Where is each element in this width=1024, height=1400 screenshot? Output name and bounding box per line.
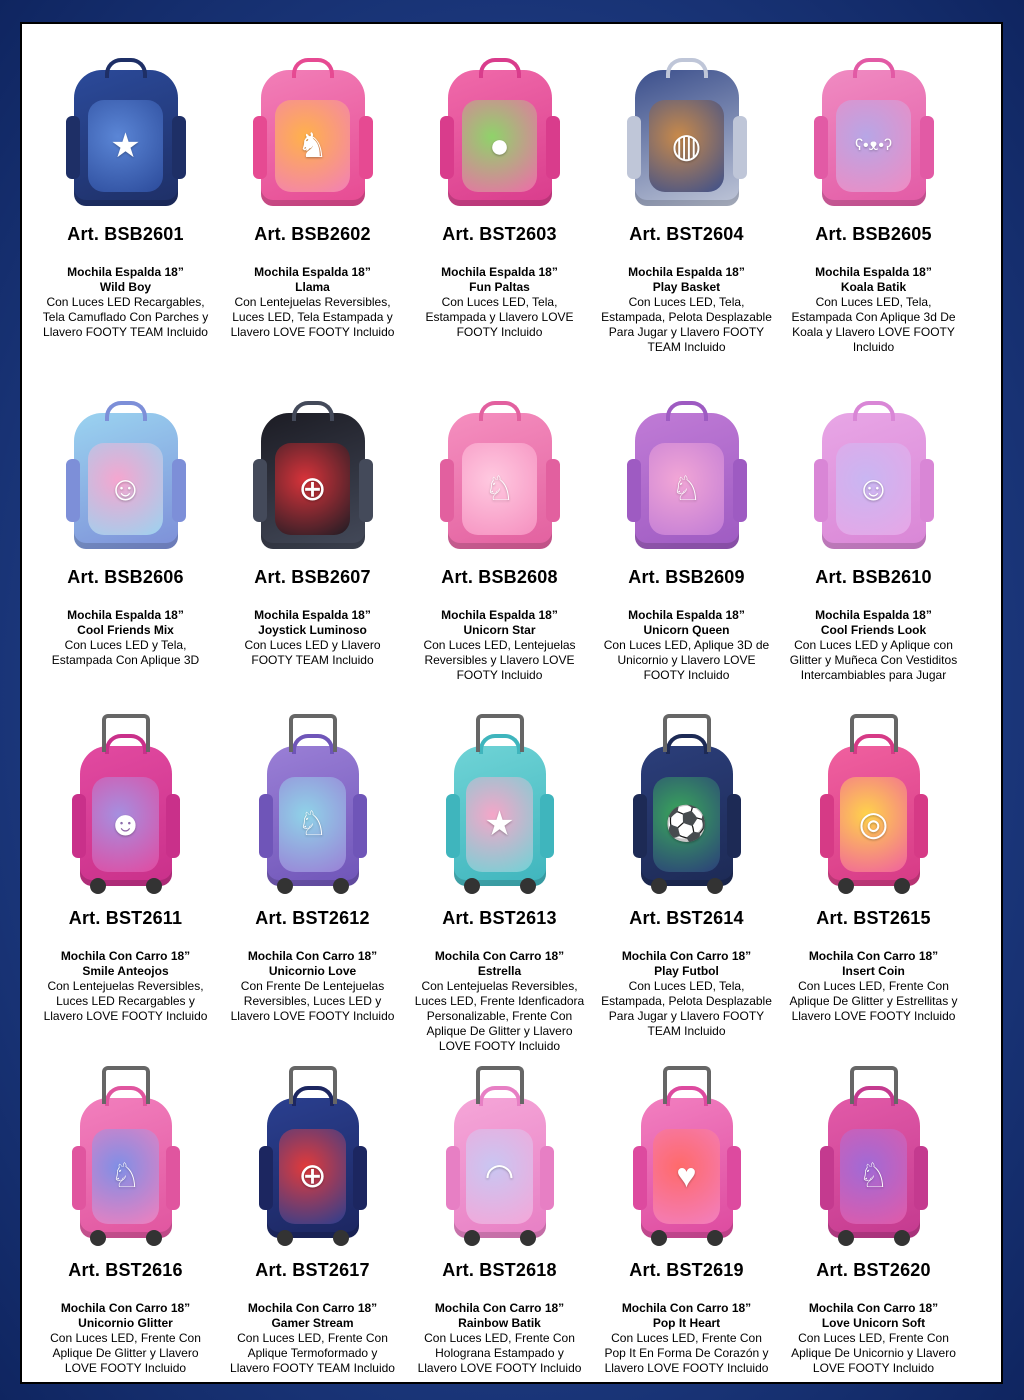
- wheel: [277, 1230, 293, 1246]
- side-pocket: [727, 1146, 741, 1210]
- side-pocket: [727, 794, 741, 858]
- product-type: Mochila Espalda 18”: [441, 265, 558, 279]
- product-description: [788, 265, 959, 355]
- product-name: Play Basket: [652, 280, 721, 294]
- side-pocket: [166, 794, 180, 858]
- article-code: Art. BSB2610: [815, 567, 932, 587]
- product-description: [601, 265, 772, 355]
- wheel: [651, 878, 667, 894]
- star-icon: ★: [466, 777, 532, 872]
- product-type: Mochila Con Carro 18”: [621, 949, 752, 963]
- trolley-handle: [850, 714, 898, 752]
- handle: [105, 401, 147, 421]
- wheel: [90, 1230, 106, 1246]
- product-image: [406, 708, 593, 894]
- trolley-handle: [476, 714, 524, 752]
- side-pocket: [446, 1146, 460, 1210]
- article-code: Art. BSB2608: [441, 567, 558, 587]
- product-name: Cool Friends Mix: [77, 623, 174, 637]
- article-code: Art. BST2617: [255, 1260, 370, 1280]
- product-image: [219, 32, 406, 210]
- wheel: [146, 878, 162, 894]
- product-name: Gamer Stream: [271, 1316, 354, 1330]
- product-description: [414, 608, 585, 683]
- product-card[interactable]: [593, 32, 780, 375]
- wheel: [333, 878, 349, 894]
- side-pocket: [72, 794, 86, 858]
- side-pocket: [914, 794, 928, 858]
- product-image: [219, 708, 406, 894]
- product-features: Con Luces LED, Frente Con Aplique De Glitter y Llavero LOVE FOOTY Incluido: [50, 1331, 201, 1375]
- product-image: [593, 375, 780, 553]
- backpack-illustration: [74, 413, 178, 549]
- product-description: [788, 949, 959, 1024]
- product-type: Mochila Espalda 18”: [254, 265, 371, 279]
- product-card[interactable]: [406, 708, 593, 1060]
- backpack-illustration: [261, 70, 365, 206]
- product-name: Wild Boy: [99, 280, 152, 294]
- article-code: Art. BST2618: [442, 1260, 557, 1280]
- article-code: Art. BST2604: [629, 224, 744, 244]
- product-description: [227, 1301, 398, 1376]
- wheel: [707, 878, 723, 894]
- product-name: Unicorn Star: [463, 623, 536, 637]
- article-code: Art. BSB2605: [815, 224, 932, 244]
- product-grid: [32, 32, 992, 1400]
- product-description: [788, 1301, 959, 1376]
- unicorn-icon: ♘: [92, 1129, 158, 1224]
- wheel: [894, 1230, 910, 1246]
- product-image: [406, 32, 593, 210]
- product-card[interactable]: [780, 32, 967, 375]
- backpack-illustration: [828, 1098, 920, 1238]
- side-pocket: [66, 116, 80, 179]
- product-image: [593, 1060, 780, 1246]
- product-card[interactable]: [780, 1060, 967, 1400]
- product-description: [40, 949, 211, 1024]
- product-card[interactable]: [32, 708, 219, 1060]
- wheel: [894, 878, 910, 894]
- backpack-illustration: [74, 70, 178, 206]
- side-pocket: [540, 794, 554, 858]
- side-pocket: [733, 459, 747, 522]
- article-code: Art. BST2611: [68, 908, 183, 928]
- article-code: Art. BST2615: [816, 908, 931, 928]
- product-image: [32, 375, 219, 553]
- avocado-icon: ●: [462, 100, 537, 193]
- side-pocket: [627, 459, 641, 522]
- backpack-illustration: [454, 1098, 546, 1238]
- product-description: [40, 265, 211, 340]
- basketball-icon: ◍: [649, 100, 724, 193]
- product-image: [780, 32, 967, 210]
- trolley-handle: [663, 1066, 711, 1104]
- product-features: Con Luces LED, Frente Con Aplique De Glitter y Estrellitas y Llavero LOVE FOOTY Incluido: [789, 979, 958, 1023]
- catalog-sheet: [20, 22, 1003, 1384]
- product-name: Cool Friends Look: [820, 623, 927, 637]
- backpack-illustration: [261, 413, 365, 549]
- product-features: Con Luces LED, Tela, Estampada, Pelota Desplazable Para Jugar y Llavero FOOTY TEAM Incluido: [601, 979, 772, 1038]
- doll-icon: ☺: [88, 443, 163, 536]
- product-name: Pop It Heart: [652, 1316, 721, 1330]
- coin-icon: ◎: [840, 777, 906, 872]
- wheel: [333, 1230, 349, 1246]
- backpack-illustration: [80, 1098, 172, 1238]
- article-code: Art. BST2612: [255, 908, 370, 928]
- product-type: Mochila Espalda 18”: [254, 608, 371, 622]
- handle: [853, 58, 895, 78]
- product-name: Play Futbol: [654, 964, 719, 978]
- side-pocket: [820, 1146, 834, 1210]
- side-pocket: [546, 116, 560, 179]
- side-pocket: [914, 1146, 928, 1210]
- handle: [479, 401, 521, 421]
- product-features: Con Luces LED, Frente Con Pop It En Forma De Corazón y Llavero LOVE FOOTY Incluido: [604, 1331, 769, 1375]
- product-name: Unicornio Love: [268, 964, 357, 978]
- product-type: Mochila Con Carro 18”: [60, 1301, 191, 1315]
- side-pocket: [166, 1146, 180, 1210]
- side-pocket: [540, 1146, 554, 1210]
- wheel: [838, 1230, 854, 1246]
- product-image: [219, 375, 406, 553]
- wheel: [464, 1230, 480, 1246]
- product-features: Con Luces LED, Aplique 3D de Unicornio y Llavero LOVE FOOTY Incluido: [603, 638, 770, 682]
- product-description: [414, 265, 585, 340]
- product-description: [601, 608, 772, 683]
- product-description: [227, 608, 398, 668]
- product-description: [414, 1301, 585, 1376]
- wheel: [707, 1230, 723, 1246]
- trolley-handle: [102, 1066, 150, 1104]
- product-description: [601, 949, 772, 1039]
- side-pocket: [546, 459, 560, 522]
- product-name: Unicornio Glitter: [78, 1316, 173, 1330]
- product-features: Con Lentejuelas Reversibles, Luces LED Recargables y Llavero LOVE FOOTY Incluido: [43, 979, 208, 1023]
- product-image: [780, 375, 967, 553]
- product-description: [788, 608, 959, 683]
- product-name: Unicorn Queen: [643, 623, 730, 637]
- product-card[interactable]: [593, 1060, 780, 1400]
- article-code: Art. BST2614: [629, 908, 744, 928]
- backpack-illustration: [635, 70, 739, 206]
- product-features: Con Luces LED, Lentejuelas Reversibles y Llavero LOVE FOOTY Incluido: [423, 638, 576, 682]
- product-type: Mochila Con Carro 18”: [621, 1301, 752, 1315]
- handle: [666, 58, 708, 78]
- wheel: [146, 1230, 162, 1246]
- handle: [105, 58, 147, 78]
- trolley-handle: [850, 1066, 898, 1104]
- product-image: [32, 708, 219, 894]
- product-type: Mochila Espalda 18”: [815, 608, 932, 622]
- handle: [666, 401, 708, 421]
- side-pocket: [353, 1146, 367, 1210]
- article-code: Art. BST2619: [629, 1260, 744, 1280]
- handle: [853, 401, 895, 421]
- product-type: Mochila Espalda 18”: [67, 608, 184, 622]
- product-image: [406, 375, 593, 553]
- llama-icon: ♞: [275, 100, 350, 193]
- product-image: [406, 1060, 593, 1246]
- article-code: Art. BSB2606: [67, 567, 184, 587]
- product-card[interactable]: [219, 32, 406, 375]
- side-pocket: [259, 794, 273, 858]
- article-code: Art. BST2613: [442, 908, 557, 928]
- product-image: [219, 1060, 406, 1246]
- unicorn-icon: ♘: [840, 1129, 906, 1224]
- side-pocket: [259, 1146, 273, 1210]
- product-features: Con Luces LED y Llavero FOOTY TEAM Incluido: [244, 638, 381, 667]
- product-features: Con Frente De Lentejuelas Reversibles, Luces LED y Llavero LOVE FOOTY Incluido: [230, 979, 395, 1023]
- product-type: Mochila Con Carro 18”: [808, 949, 939, 963]
- product-features: Con Luces LED, Tela, Estampada, Pelota Desplazable Para Jugar y Llavero FOOTY TEAM Incluido: [601, 295, 772, 354]
- wheel: [838, 878, 854, 894]
- backpack-illustration: [80, 746, 172, 886]
- backpack-illustration: [822, 70, 926, 206]
- unicorn-icon: ♘: [279, 777, 345, 872]
- side-pocket: [253, 116, 267, 179]
- side-pocket: [627, 116, 641, 179]
- side-pocket: [814, 116, 828, 179]
- side-pocket: [820, 794, 834, 858]
- product-features: Con Lentejuelas Reversibles, Luces LED, Tela Estampada y Llavero LOVE FOOTY Incluido: [230, 295, 395, 339]
- product-image: [780, 1060, 967, 1246]
- product-type: Mochila Con Carro 18”: [434, 949, 565, 963]
- product-card[interactable]: [406, 32, 593, 375]
- wheel: [520, 878, 536, 894]
- side-pocket: [359, 116, 373, 179]
- product-type: Mochila Con Carro 18”: [60, 949, 191, 963]
- article-code: Art. BST2620: [816, 1260, 931, 1280]
- doll-icon: ☺: [836, 443, 911, 536]
- wheel: [651, 1230, 667, 1246]
- side-pocket: [72, 1146, 86, 1210]
- trolley-handle: [289, 1066, 337, 1104]
- backpack-illustration: [454, 746, 546, 886]
- product-type: Mochila Espalda 18”: [67, 265, 184, 279]
- product-card[interactable]: [406, 375, 593, 708]
- product-name: Fun Paltas: [469, 280, 530, 294]
- product-description: [40, 608, 211, 668]
- product-type: Mochila Espalda 18”: [441, 608, 558, 622]
- koala-icon: ʕ•ᴥ•ʔ: [836, 100, 911, 193]
- product-description: [601, 1301, 772, 1376]
- product-description: [227, 265, 398, 340]
- product-card[interactable]: [593, 375, 780, 708]
- side-pocket: [440, 459, 454, 522]
- article-code: Art. BSB2609: [628, 567, 745, 587]
- wheel: [277, 878, 293, 894]
- handle: [292, 58, 334, 78]
- product-description: [414, 949, 585, 1054]
- product-card[interactable]: [593, 708, 780, 1060]
- product-type: Mochila Con Carro 18”: [434, 1301, 565, 1315]
- product-type: Mochila Espalda 18”: [815, 265, 932, 279]
- side-pocket: [920, 459, 934, 522]
- side-pocket: [440, 116, 454, 179]
- side-pocket: [446, 794, 460, 858]
- product-card[interactable]: [406, 1060, 593, 1400]
- product-features: Con Luces LED, Frente Con Holograna Estampado y Llavero LOVE FOOTY Incluido: [417, 1331, 582, 1375]
- product-features: Con Lentejuelas Reversibles, Luces LED, Frente Idenficadora Personalizable, Frente Con Aplique De Glitter y Llavero LOVE FOOTY Incluido: [414, 979, 585, 1053]
- product-type: Mochila Con Carro 18”: [247, 949, 378, 963]
- backpack-illustration: [828, 746, 920, 886]
- product-name: Rainbow Batik: [458, 1316, 541, 1330]
- side-pocket: [633, 794, 647, 858]
- article-code: Art. BST2616: [68, 1260, 183, 1280]
- trolley-handle: [663, 714, 711, 752]
- handle: [479, 58, 521, 78]
- rainbow-icon: ◠: [466, 1129, 532, 1224]
- product-name: Joystick Luminoso: [258, 623, 367, 637]
- product-type: Mochila Con Carro 18”: [247, 1301, 378, 1315]
- unicorn-icon: ♘: [649, 443, 724, 536]
- product-image: [32, 1060, 219, 1246]
- product-card[interactable]: [780, 375, 967, 708]
- side-pocket: [253, 459, 267, 522]
- product-card[interactable]: [32, 375, 219, 708]
- product-features: Con Luces LED, Tela, Estampada y Llavero LOVE FOOTY Incluido: [425, 295, 574, 339]
- backpack-illustration: [822, 413, 926, 549]
- product-name: Estrella: [477, 964, 522, 978]
- side-pocket: [172, 116, 186, 179]
- trolley-handle: [476, 1066, 524, 1104]
- side-pocket: [814, 459, 828, 522]
- product-image: [593, 32, 780, 210]
- product-image: [32, 32, 219, 210]
- product-card[interactable]: [219, 375, 406, 708]
- star-icon: ★: [88, 100, 163, 193]
- side-pocket: [633, 1146, 647, 1210]
- side-pocket: [359, 459, 373, 522]
- product-card[interactable]: [219, 708, 406, 1060]
- backpack-illustration: [448, 70, 552, 206]
- backpack-illustration: [267, 746, 359, 886]
- gamepad-icon: ⊕: [279, 1129, 345, 1224]
- backpack-illustration: [267, 1098, 359, 1238]
- product-name: Insert Coin: [842, 964, 905, 978]
- wheel: [90, 878, 106, 894]
- side-pocket: [920, 116, 934, 179]
- product-name: Koala Batik: [840, 280, 907, 294]
- backpack-illustration: [641, 746, 733, 886]
- side-pocket: [172, 459, 186, 522]
- product-features: Con Luces LED, Frente Con Aplique Termoformado y Llavero FOOTY TEAM Incluido: [230, 1331, 395, 1375]
- soccer-ball-icon: ⚽: [653, 777, 719, 872]
- product-name: Smile Anteojos: [82, 964, 169, 978]
- trolley-handle: [289, 714, 337, 752]
- side-pocket: [733, 116, 747, 179]
- smile-icon: ☻: [92, 777, 158, 872]
- wheel: [520, 1230, 536, 1246]
- unicorn-icon: ♘: [462, 443, 537, 536]
- side-pocket: [66, 459, 80, 522]
- product-image: [780, 708, 967, 894]
- article-code: Art. BSB2602: [254, 224, 371, 244]
- product-type: Mochila Espalda 18”: [628, 608, 745, 622]
- article-code: Art. BSB2601: [67, 224, 184, 244]
- article-code: Art. BST2603: [442, 224, 557, 244]
- product-type: Mochila Espalda 18”: [628, 265, 745, 279]
- wheel: [464, 878, 480, 894]
- product-name: Love Unicorn Soft: [821, 1316, 926, 1330]
- product-features: Con Luces LED, Tela, Estampada Con Aplique 3d De Koala y Llavero LOVE FOOTY Incluido: [791, 295, 956, 354]
- backpack-illustration: [641, 1098, 733, 1238]
- product-card[interactable]: [32, 1060, 219, 1400]
- product-card[interactable]: [32, 32, 219, 375]
- heart-icon: ♥: [653, 1129, 719, 1224]
- backpack-illustration: [448, 413, 552, 549]
- product-image: [593, 708, 780, 894]
- product-features: Con Luces LED y Aplique con Glitter y Muñeca Con Vestiditos Intercambiables para Jugar: [789, 638, 958, 682]
- product-features: Con Luces LED y Tela, Estampada Con Aplique 3D: [51, 638, 200, 667]
- product-description: [40, 1301, 211, 1376]
- backpack-illustration: [635, 413, 739, 549]
- product-card[interactable]: [219, 1060, 406, 1400]
- side-pocket: [353, 794, 367, 858]
- gamepad-icon: ⊕: [275, 443, 350, 536]
- article-code: Art. BSB2607: [254, 567, 371, 587]
- product-card[interactable]: [780, 708, 967, 1060]
- product-name: Llama: [295, 280, 330, 294]
- handle: [292, 401, 334, 421]
- trolley-handle: [102, 714, 150, 752]
- product-features: Con Luces LED, Frente Con Aplique De Unicornio y Llavero LOVE FOOTY Incluido: [791, 1331, 956, 1375]
- product-description: [227, 949, 398, 1024]
- product-type: Mochila Con Carro 18”: [808, 1301, 939, 1315]
- product-features: Con Luces LED Recargables, Tela Camuflado Con Parches y Llavero FOOTY TEAM Incluido: [42, 295, 209, 339]
